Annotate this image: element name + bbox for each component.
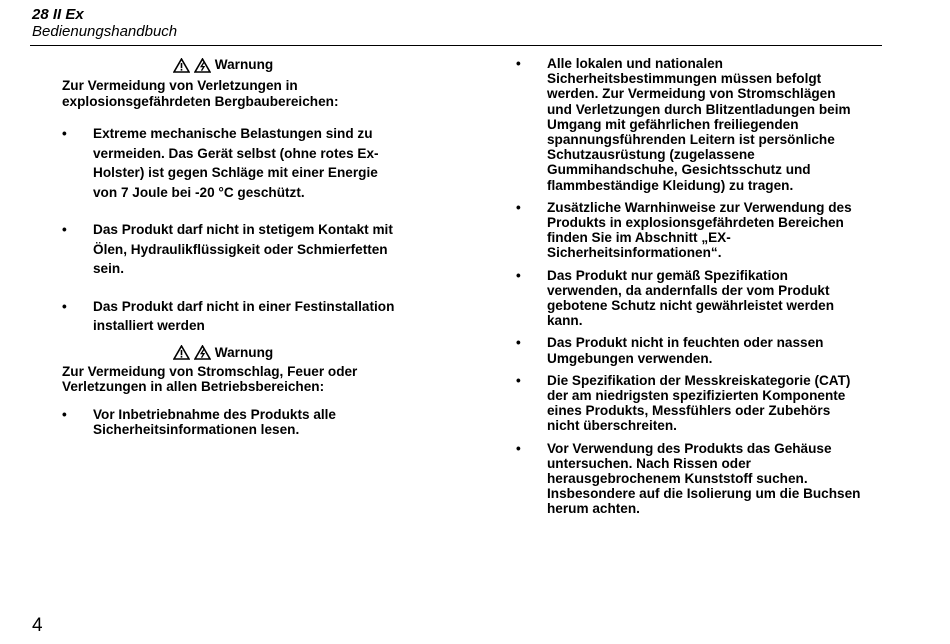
warning-triangle-icon	[173, 345, 190, 360]
bullet-icon: •	[62, 222, 67, 237]
bullet-icon: •	[62, 406, 67, 422]
list-item-text: Alle lokalen und nationalen Sicherheitsbestimmungen müssen befolgt werden. Zur Vermeidung von Stromschlägen und Verletzungen durch Blitzentladungen beim Umgang mit gefährlichen freiliegenden spannungsführenden Leitern ist persönliche Schutzausrüstung (zugelassene Gummihandschuhe, Gesichtsschutz und flammbeständige Kleidung) zu tragen.	[547, 56, 851, 193]
list-item-text: Die Spezifikation der Messkreiskategorie (CAT) der am niedrigsten spezifizierten Komponente eines Produkts, Messfühlers oder Zubehörs nicht überschreiten.	[547, 372, 851, 434]
list-item	[516, 200, 861, 261]
list-item-text: Das Produkt nicht in feuchten oder nassen Umgebungen verwenden.	[547, 335, 824, 366]
bullet-icon: •	[62, 126, 67, 141]
warning-heading-1	[62, 56, 384, 74]
header-rule	[30, 45, 882, 46]
bullet-icon: •	[516, 267, 521, 283]
left-column	[62, 56, 482, 438]
list-item	[62, 220, 398, 279]
bullet-icon: •	[516, 199, 521, 215]
list-item	[516, 56, 861, 193]
list-item-text: Vor Verwendung des Produkts das Gehäuse untersuchen. Nach Rissen oder herausgebrochenem Kunststoff suchen. Insbesondere auf die Isolierung um die Buchsen herum achten.	[547, 440, 861, 517]
warning-triangle-icon	[173, 58, 190, 73]
list-item-text: Das Produkt darf nicht in stetigem Kontakt mit Ölen, Hydraulikflüssigkeit oder Schmierfetten sein.	[93, 222, 393, 276]
bullet-list	[62, 124, 398, 336]
electric-hazard-icon	[194, 58, 211, 73]
list-item-text: Extreme mechanische Belastungen sind zu vermeiden. Das Gerät selbst (ohne rotes Ex-Holster) ist gegen Schläge mit einer Energie von 7 Joule bei -20 °C geschützt.	[93, 126, 379, 200]
bullet-icon: •	[516, 372, 521, 388]
warning-intro: Zur Vermeidung von Verletzungen in explosionsgefährdeten Bergbaubereichen:	[62, 78, 339, 109]
list-item	[62, 407, 382, 438]
list-item	[62, 297, 398, 336]
page-number: 4	[32, 615, 43, 636]
bullet-icon: •	[516, 56, 521, 71]
model-name: 28 II Ex	[32, 6, 84, 23]
list-item	[516, 268, 861, 329]
right-column	[516, 56, 861, 517]
list-item	[516, 335, 861, 365]
bullet-icon: •	[62, 298, 67, 314]
list-item-text: Zusätzliche Warnhinweise zur Verwendung des Produkts in explosionsgefährdeten Bereichen finden Sie im Abschnitt „EX-Sicherheitsinformationen“.	[547, 199, 852, 261]
warning-heading-2	[62, 344, 384, 362]
bullet-list	[516, 56, 861, 517]
list-item-text: Vor Inbetriebnahme des Produkts alle Sicherheitsinformationen lesen.	[93, 406, 336, 437]
manual-title: Bedienungshandbuch	[32, 23, 178, 40]
warning-title: Warnung	[214, 57, 274, 72]
warning-title: Warnung	[214, 344, 274, 360]
running-header	[32, 6, 177, 41]
list-item-text: Das Produkt darf nicht in einer Festinstallation installiert werden	[93, 298, 395, 333]
list-item-text: Das Produkt nur gemäß Spezifikation verwenden, da andernfalls der vom Produkt gebotene Schutz nicht gewährleistet werden kann.	[547, 267, 835, 329]
list-item	[516, 441, 861, 517]
list-item	[516, 373, 861, 434]
electric-hazard-icon	[194, 345, 211, 360]
bullet-icon: •	[516, 440, 521, 456]
bullet-list	[62, 407, 382, 438]
bullet-icon: •	[516, 335, 521, 351]
warning-intro: Zur Vermeidung von Stromschlag, Feuer oder Verletzungen in allen Betriebsbereichen:	[62, 363, 358, 394]
list-item	[62, 124, 398, 202]
